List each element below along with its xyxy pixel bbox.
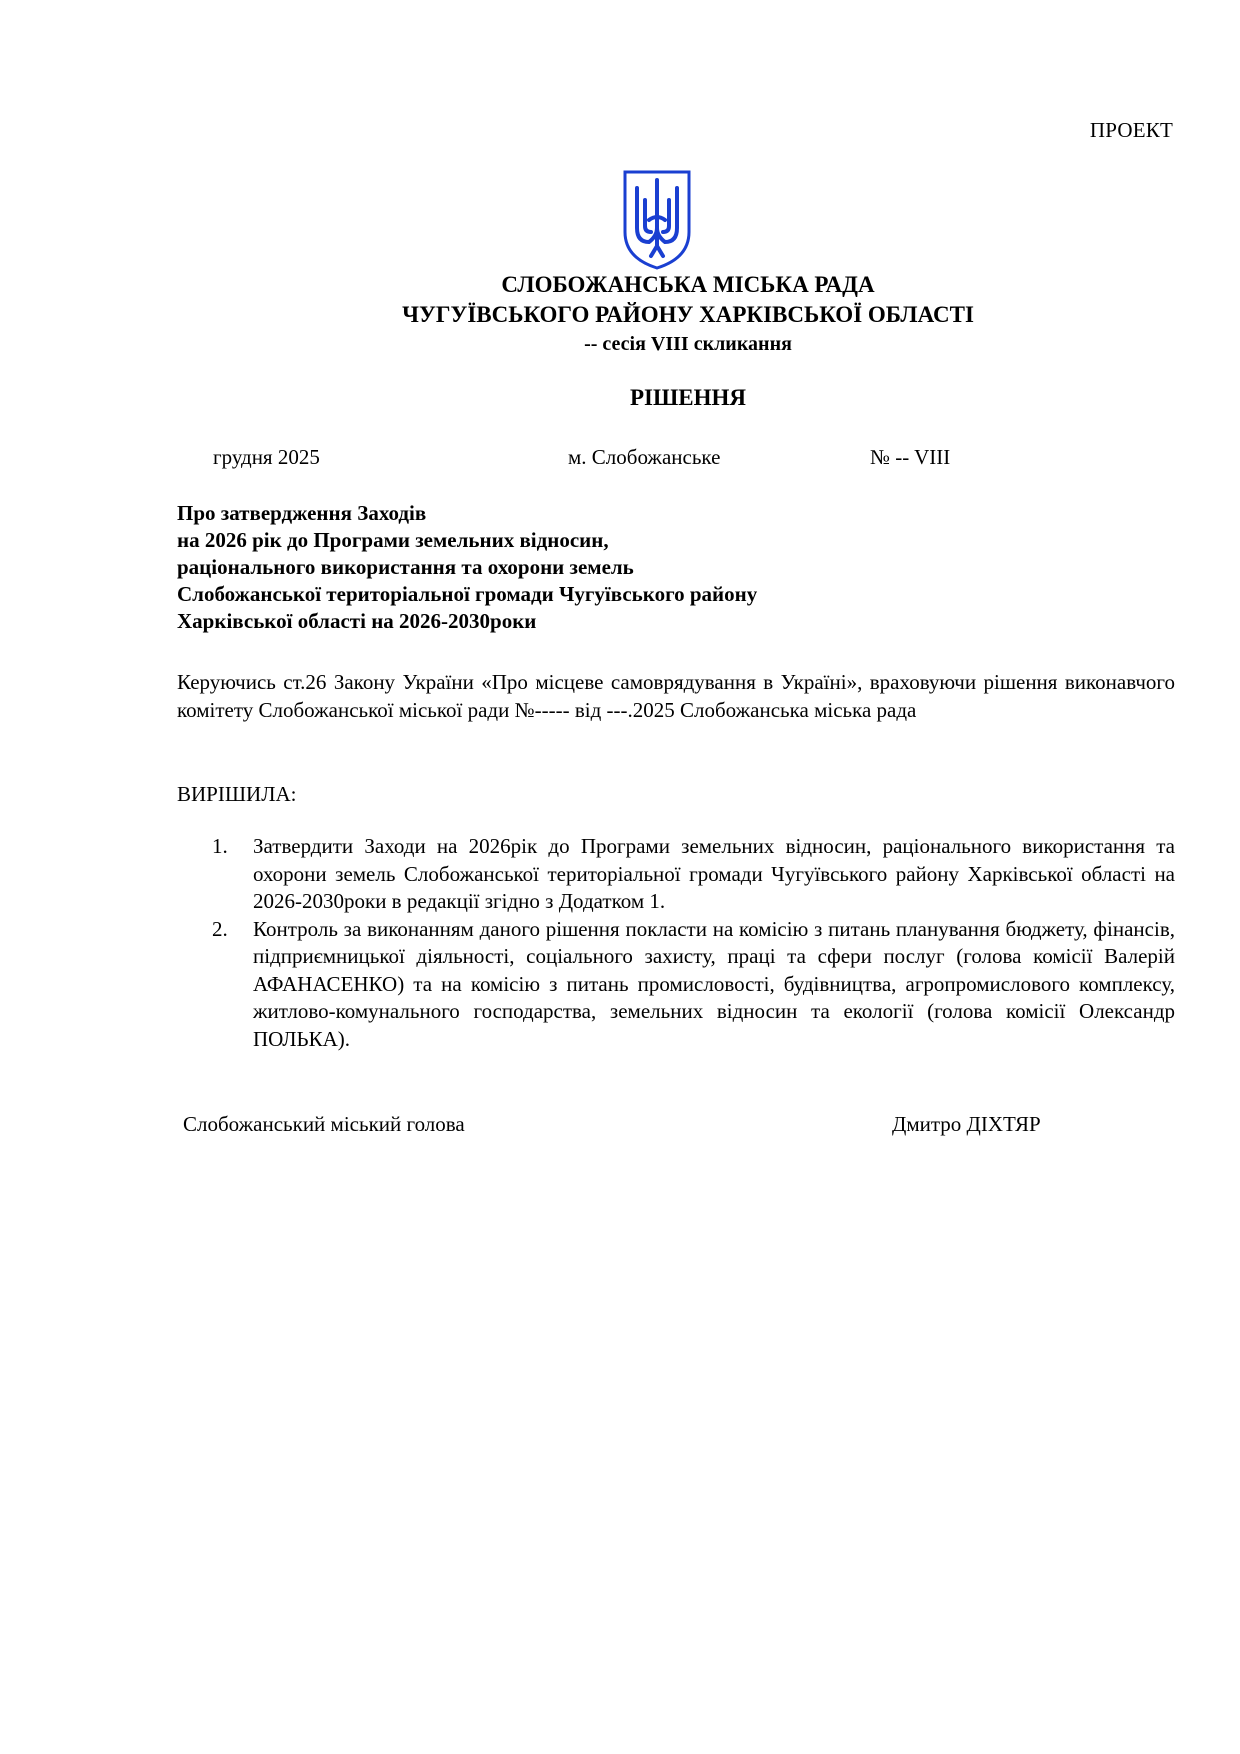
signatory-role: Слобожанський міський голова [183, 1112, 465, 1136]
council-header [0, 270, 1240, 358]
item-number: 1. [212, 834, 228, 858]
decision-item [212, 833, 1175, 916]
title-line: Харківської області на 2026-2030роки [177, 609, 537, 633]
item-text: Затвердити Заходи на 2026рік до Програми земельних відносин, раціонального використання та охорони земель Слобожанської територіальної громади Чугуївського району Харківської області на 2026-2030роки в редакції згідно з Додатком 1. [253, 834, 1175, 913]
decision-item [212, 916, 1175, 1054]
draft-label: ПРОЕКТ [1089, 118, 1173, 142]
council-name: СЛОБОЖАНСЬКА МІСЬКА РАДА [501, 272, 875, 297]
decision-city: м. Слобожанське [568, 445, 721, 469]
ukraine-trident-emblem-icon [623, 170, 691, 270]
decision-items [212, 833, 1175, 1053]
title-line: раціонального використання та охорони земель [177, 555, 634, 579]
decision-number: № -- VIII [870, 445, 951, 469]
title-line: на 2026 рік до Програми земельних відносин, [177, 528, 609, 552]
item-number: 2. [212, 916, 228, 941]
document-type: РІШЕННЯ [630, 385, 746, 410]
title-line: Про затвердження Заходів [177, 501, 427, 525]
intro-paragraph: Керуючись ст.26 Закону України «Про місцеве самоврядування в Україні», враховуючи рішення виконавчого комітету Слобожанської міської ради №----- від ---.2025 Слобожанська міська рада [177, 670, 1175, 722]
decision-title [177, 500, 757, 635]
decision-date: грудня 2025 [213, 445, 320, 469]
council-region: ЧУГУЇВСЬКОГО РАЙОНУ ХАРКІВСЬКОЇ ОБЛАСТІ [402, 302, 974, 327]
item-text: Контроль за виконанням даного рішення покласти на комісію з питань планування бюджету, фінансів, підприємницької діяльності, соціального захисту, праці та сфери послуг (голова комісії Валерій АФАНАСЕНКО) та на комісію з питань промисловості, будівництва, агропромислового комплексу, житлово-комунального господарства, земельних відносин та екології (голова комісії Олександр ПОЛЬКА). [253, 916, 1175, 1051]
session-line: -- сесія VIII скликання [584, 333, 792, 355]
title-line: Слобожанської територіальної громади Чугуївського району [177, 582, 758, 606]
resolved-heading: ВИРІШИЛА: [177, 782, 297, 806]
signatory-name: Дмитро ДІХТЯР [892, 1112, 1041, 1136]
